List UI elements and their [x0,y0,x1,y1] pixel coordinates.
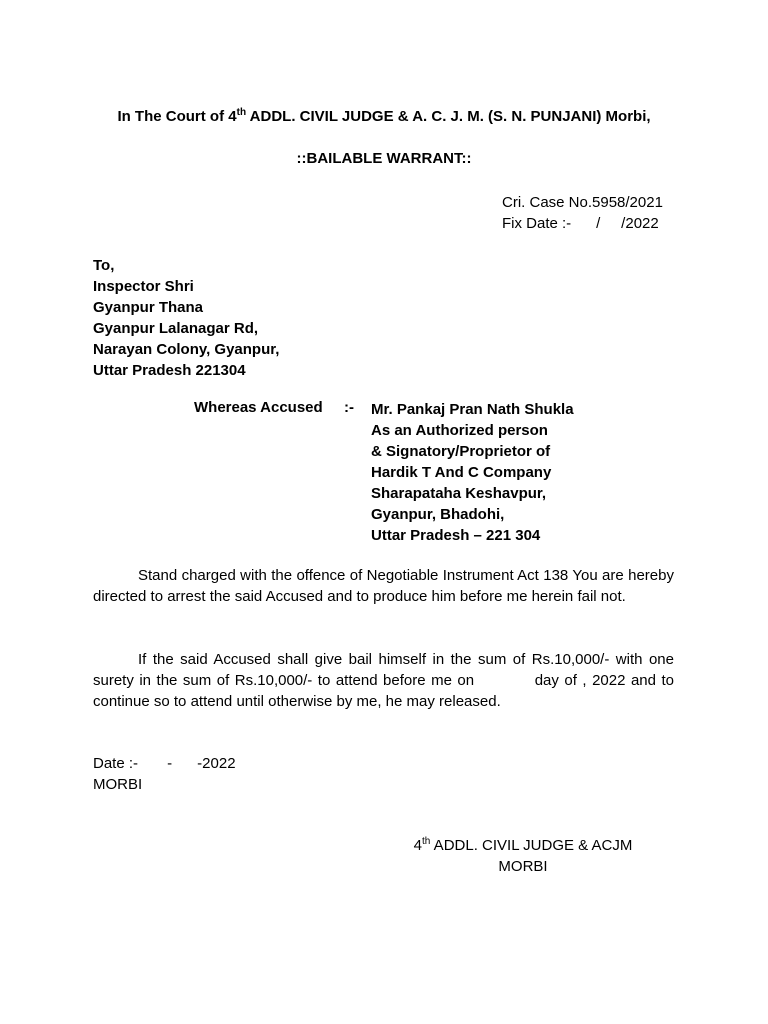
addressee-line: Uttar Pradesh 221304 [93,362,246,379]
date-line: Date :- - -2022 [93,755,236,772]
addressee-line: Narayan Colony, Gyanpur, [93,341,280,358]
accused-line: Mr. Pankaj Pran Nath Shukla [371,401,574,418]
case-details [502,192,663,234]
charge-paragraph: Stand charged with the offence of Negotiable Instrument Act 138 You are hereby directed to arrest the said Accused and to produce him before me herein fail not. [93,567,674,605]
warrant-title: ::BAILABLE WARRANT:: [296,150,472,167]
date-place-block [93,753,236,795]
case-number: Cri. Case No.5958/2021 [502,194,663,211]
accused-line: Gyanpur, Bhadohi, [371,506,505,523]
fix-date: Fix Date :- / /2022 [502,215,659,232]
signatory-prefix: 4 [413,837,422,854]
addressee-line: Inspector Shri [93,278,194,295]
accused-details [371,399,574,546]
signatory-place: MORBI [498,858,548,875]
signatory-suffix: ADDL. CIVIL JUDGE & ACJM [430,837,633,854]
accused-line: & Signatory/Proprietor of [371,443,551,460]
accused-line: Hardik T And C Company [371,464,552,481]
addressee-line: To, [93,257,115,274]
signature-block [400,835,646,877]
accused-separator: :- [344,399,354,416]
court-title-suffix: ADDL. CIVIL JUDGE & A. C. J. M. (S. N. PUNJANI) Morbi, [246,108,651,125]
place-line: MORBI [93,776,143,793]
accused-label: Whereas Accused [194,399,323,416]
addressee-line: Gyanpur Lalanagar Rd, [93,320,259,337]
bail-paragraph: If the said Accused shall give bail himself in the sum of Rs.10,000/- with one surety in the sum of Rs.10,000/- to attend before me on day of , 2022 and to continue so to attend until otherwise by me, he may released. [93,651,679,710]
accused-line: Uttar Pradesh – 221 304 [371,527,541,544]
signatory-ordinal: th [422,836,431,847]
signatory-title [400,835,646,856]
court-title-ordinal: th [236,107,247,118]
accused-line: Sharapataha Keshavpur, [371,485,547,502]
accused-line: As an Authorized person [371,422,548,439]
court-title-prefix: In The Court of 4 [117,108,237,125]
court-title [0,108,768,125]
addressee-block [93,255,279,381]
addressee-line: Gyanpur Thana [93,299,204,316]
